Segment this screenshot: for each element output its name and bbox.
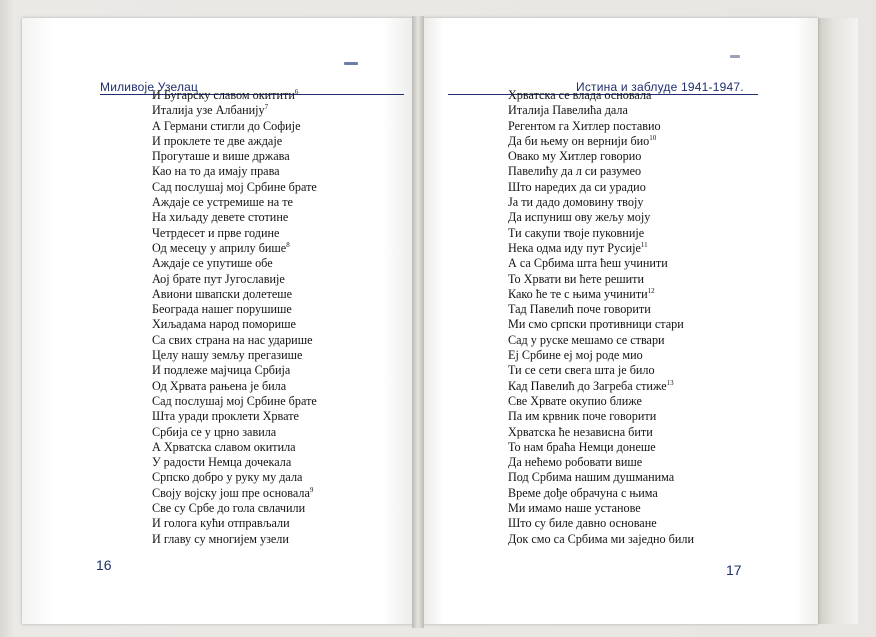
poem-line (508, 226, 694, 241)
footnote-marker: 8 (286, 240, 290, 249)
poem-line (152, 103, 317, 118)
poem-line-text: Док смо са Србима ми заједно били (508, 531, 695, 546)
poem-line-text: А Хрватска славом окитила (152, 439, 296, 454)
page-number-right: 17 (726, 562, 742, 578)
poem-line-text: Шта уради проклети Хрвате (152, 409, 299, 424)
poem-line-text: Целу нашу земљу прегазише (152, 348, 303, 363)
poem-line (508, 470, 694, 485)
page-edge (818, 18, 858, 624)
poem-line (152, 532, 317, 547)
poem-line (152, 455, 317, 470)
footnote-marker: 9 (309, 485, 314, 494)
poem-line-text: Као на то да имају права (152, 164, 280, 179)
poem-line (508, 516, 694, 531)
poem-line (508, 241, 694, 256)
poem-line (508, 317, 694, 332)
poem-line (152, 425, 317, 440)
poem-line-text: Аждаје се упутише обе (152, 256, 273, 271)
footnote-marker: 7 (264, 103, 269, 112)
poem-line (152, 134, 317, 149)
poem-line-text: Што наредих да си урадио (508, 179, 646, 194)
poem-line (508, 256, 694, 271)
poem-line (508, 164, 694, 179)
poem-lines-left (152, 88, 317, 547)
poem-line (508, 287, 694, 302)
poem-line (152, 195, 317, 210)
running-header-title: Истина и заблуде 1941-1947. (576, 80, 744, 94)
poem-line-text: Хрватска се влада основала (508, 88, 652, 102)
poem-line (508, 149, 694, 164)
poem-line-text: Своју војску још пре основала (152, 485, 310, 500)
poem-line-text: Овако му Хитлер говорио (508, 149, 642, 164)
poem-line-text: Сад послушај мој Србине брате (152, 393, 317, 408)
poem-line (508, 333, 694, 348)
poem-line-text: Србија се у црно завила (152, 424, 277, 439)
poem-line (508, 272, 694, 287)
poem-line-text: Да би њему он верниjи био (508, 133, 650, 148)
footnote-marker: 11 (640, 240, 648, 249)
right-page (420, 18, 818, 624)
ink-speck (344, 62, 358, 65)
poem-line (152, 180, 317, 195)
poem-line (508, 363, 694, 378)
poem-line-text: Аждаје се устремише на те (152, 195, 293, 210)
poem-line-text: Сад у руске мешамо се ствари (508, 332, 665, 347)
poem-line-text: А Германи стигли до Софије (152, 118, 301, 133)
poem-line-text: Ти се сети свега шта је било (508, 363, 655, 378)
poem-line (508, 134, 694, 149)
poem-line (508, 119, 694, 134)
poem-line-text: Еј Србине еј мој роде мио (508, 348, 643, 363)
poem-line (152, 164, 317, 179)
poem-line (152, 363, 317, 378)
ink-speck (730, 55, 740, 58)
poem-line (152, 317, 317, 332)
poem-line-text: Како ће те с њима учинити (508, 286, 648, 301)
poem-line (152, 119, 317, 134)
poem-line-text: И проклете те две аждаје (152, 133, 283, 148)
footnote-marker: 6 (294, 87, 299, 96)
poem-line (508, 210, 694, 225)
poem-line-text: Авиони швапски долетеше (152, 286, 293, 301)
poem-line (152, 333, 317, 348)
poem-line-text: Што су биле давно основане (508, 516, 657, 531)
poem-line-text: Од месецу у априлу бише (152, 240, 287, 255)
poem-line (508, 455, 694, 470)
poem-line (152, 226, 317, 241)
poem-line-text: И главу су многијем узели (152, 531, 289, 546)
poem-line (152, 409, 317, 424)
poem-lines-right (508, 88, 694, 547)
poem-line (508, 302, 694, 317)
poem-line-text: Сад послушај мој Србине брате (152, 179, 317, 194)
page-number-left: 16 (96, 557, 112, 573)
poem-line-text: А са Србима шта ћеш учинити (508, 256, 668, 271)
poem-line (152, 348, 317, 363)
poem-line (508, 501, 694, 516)
poem-line (152, 149, 317, 164)
poem-line (152, 470, 317, 485)
poem-line-text: Време дође обрачуна с њима (508, 485, 658, 500)
poem-line-text: Регентом га Хитлер поставио (508, 118, 661, 133)
poem-line-text: Павелићу да л си разумео (508, 164, 642, 179)
poem-line-text: И подлеже мајчица Србија (152, 363, 291, 378)
poem-line-text: Да испуниш ову жељу моју (508, 210, 651, 225)
footnote-marker: 12 (647, 286, 655, 295)
poem-line (508, 409, 694, 424)
poem-line-text: Све су Србе до гола свлачили (152, 501, 306, 516)
poem-line (508, 394, 694, 409)
poem-line (152, 501, 317, 516)
poem-line (508, 379, 694, 394)
poem-line-text: И Бугарску славом окитити (152, 88, 295, 102)
poem-line-text: То Хрвати ви ћете решити (508, 271, 645, 286)
poem-line (152, 287, 317, 302)
poem-line (152, 394, 317, 409)
poem-line-text: Италија узе Албанију (152, 103, 265, 118)
footnote-marker: 10 (649, 133, 657, 142)
poem-line-text: Ја ти дадо домовину твоју (508, 195, 644, 210)
poem-line-text: Београда нашег порушише (152, 302, 292, 317)
poem-line (152, 241, 317, 256)
poem-line-text: Кад Павелић до Загреба стиже (508, 378, 667, 393)
poem-line (508, 195, 694, 210)
poem-line-text: Па им крвник поче говорити (508, 409, 657, 424)
poem-line-text: Са свих страна на нас ударише (152, 332, 313, 347)
poem-line-text: Хиљадама народ поморише (152, 317, 296, 332)
poem-line (152, 256, 317, 271)
poem-line-text: Ми имамо наше установе (508, 501, 641, 516)
poem-line-text: Хрватска ће независна бити (508, 424, 653, 439)
poem-line (508, 440, 694, 455)
poem-line (508, 348, 694, 363)
poem-line (508, 425, 694, 440)
poem-line-text: На хиљаду девете стотине (152, 210, 289, 225)
footnote-marker: 13 (666, 378, 674, 387)
poem-line (508, 486, 694, 501)
poem-line (152, 302, 317, 317)
poem-line-text: Српско добро у руку му дала (152, 470, 303, 485)
poem-line-text: Тад Павелић поче говорити (508, 302, 651, 317)
poem-line-text: Италија Павелића дала (508, 103, 628, 118)
running-header-author: Миливоје Узелац (100, 80, 199, 94)
poem-line-text: Ми смо српски противници стари (508, 317, 684, 332)
poem-line-text: И голога кући отправљали (152, 516, 290, 531)
poem-line-text: Од Хрвата рањена је била (152, 378, 287, 393)
poem-line (508, 103, 694, 118)
poem-line (152, 210, 317, 225)
poem-line (152, 486, 317, 501)
poem-line-text: Нека одма иду пут Русије (508, 240, 641, 255)
poem-line-text: Прогуташе и више држава (152, 149, 290, 164)
poem-line (508, 88, 694, 103)
poem-line-text: Да нећемо робовати више (508, 455, 643, 470)
poem-line-text: Све Хрвате окупио ближе (508, 393, 642, 408)
poem-line (152, 379, 317, 394)
poem-line-text: Ти сакупи твоје пуковније (508, 225, 645, 240)
left-page (22, 18, 414, 624)
poem-line-text: У радости Немца дочекала (152, 455, 292, 470)
poem-line-text: То нам браћа Немци донеше (508, 439, 656, 454)
poem-line-text: Под Србима нашим душманима (508, 470, 675, 485)
poem-line-text: Четрдесет и прве године (152, 225, 280, 240)
poem-line (152, 88, 317, 103)
poem-line (152, 272, 317, 287)
poem-line-text: Аој брате пут Југославије (152, 271, 285, 286)
poem-line (152, 440, 317, 455)
poem-line (508, 532, 694, 547)
poem-line (152, 516, 317, 531)
poem-line (508, 180, 694, 195)
book-gutter (412, 16, 424, 628)
